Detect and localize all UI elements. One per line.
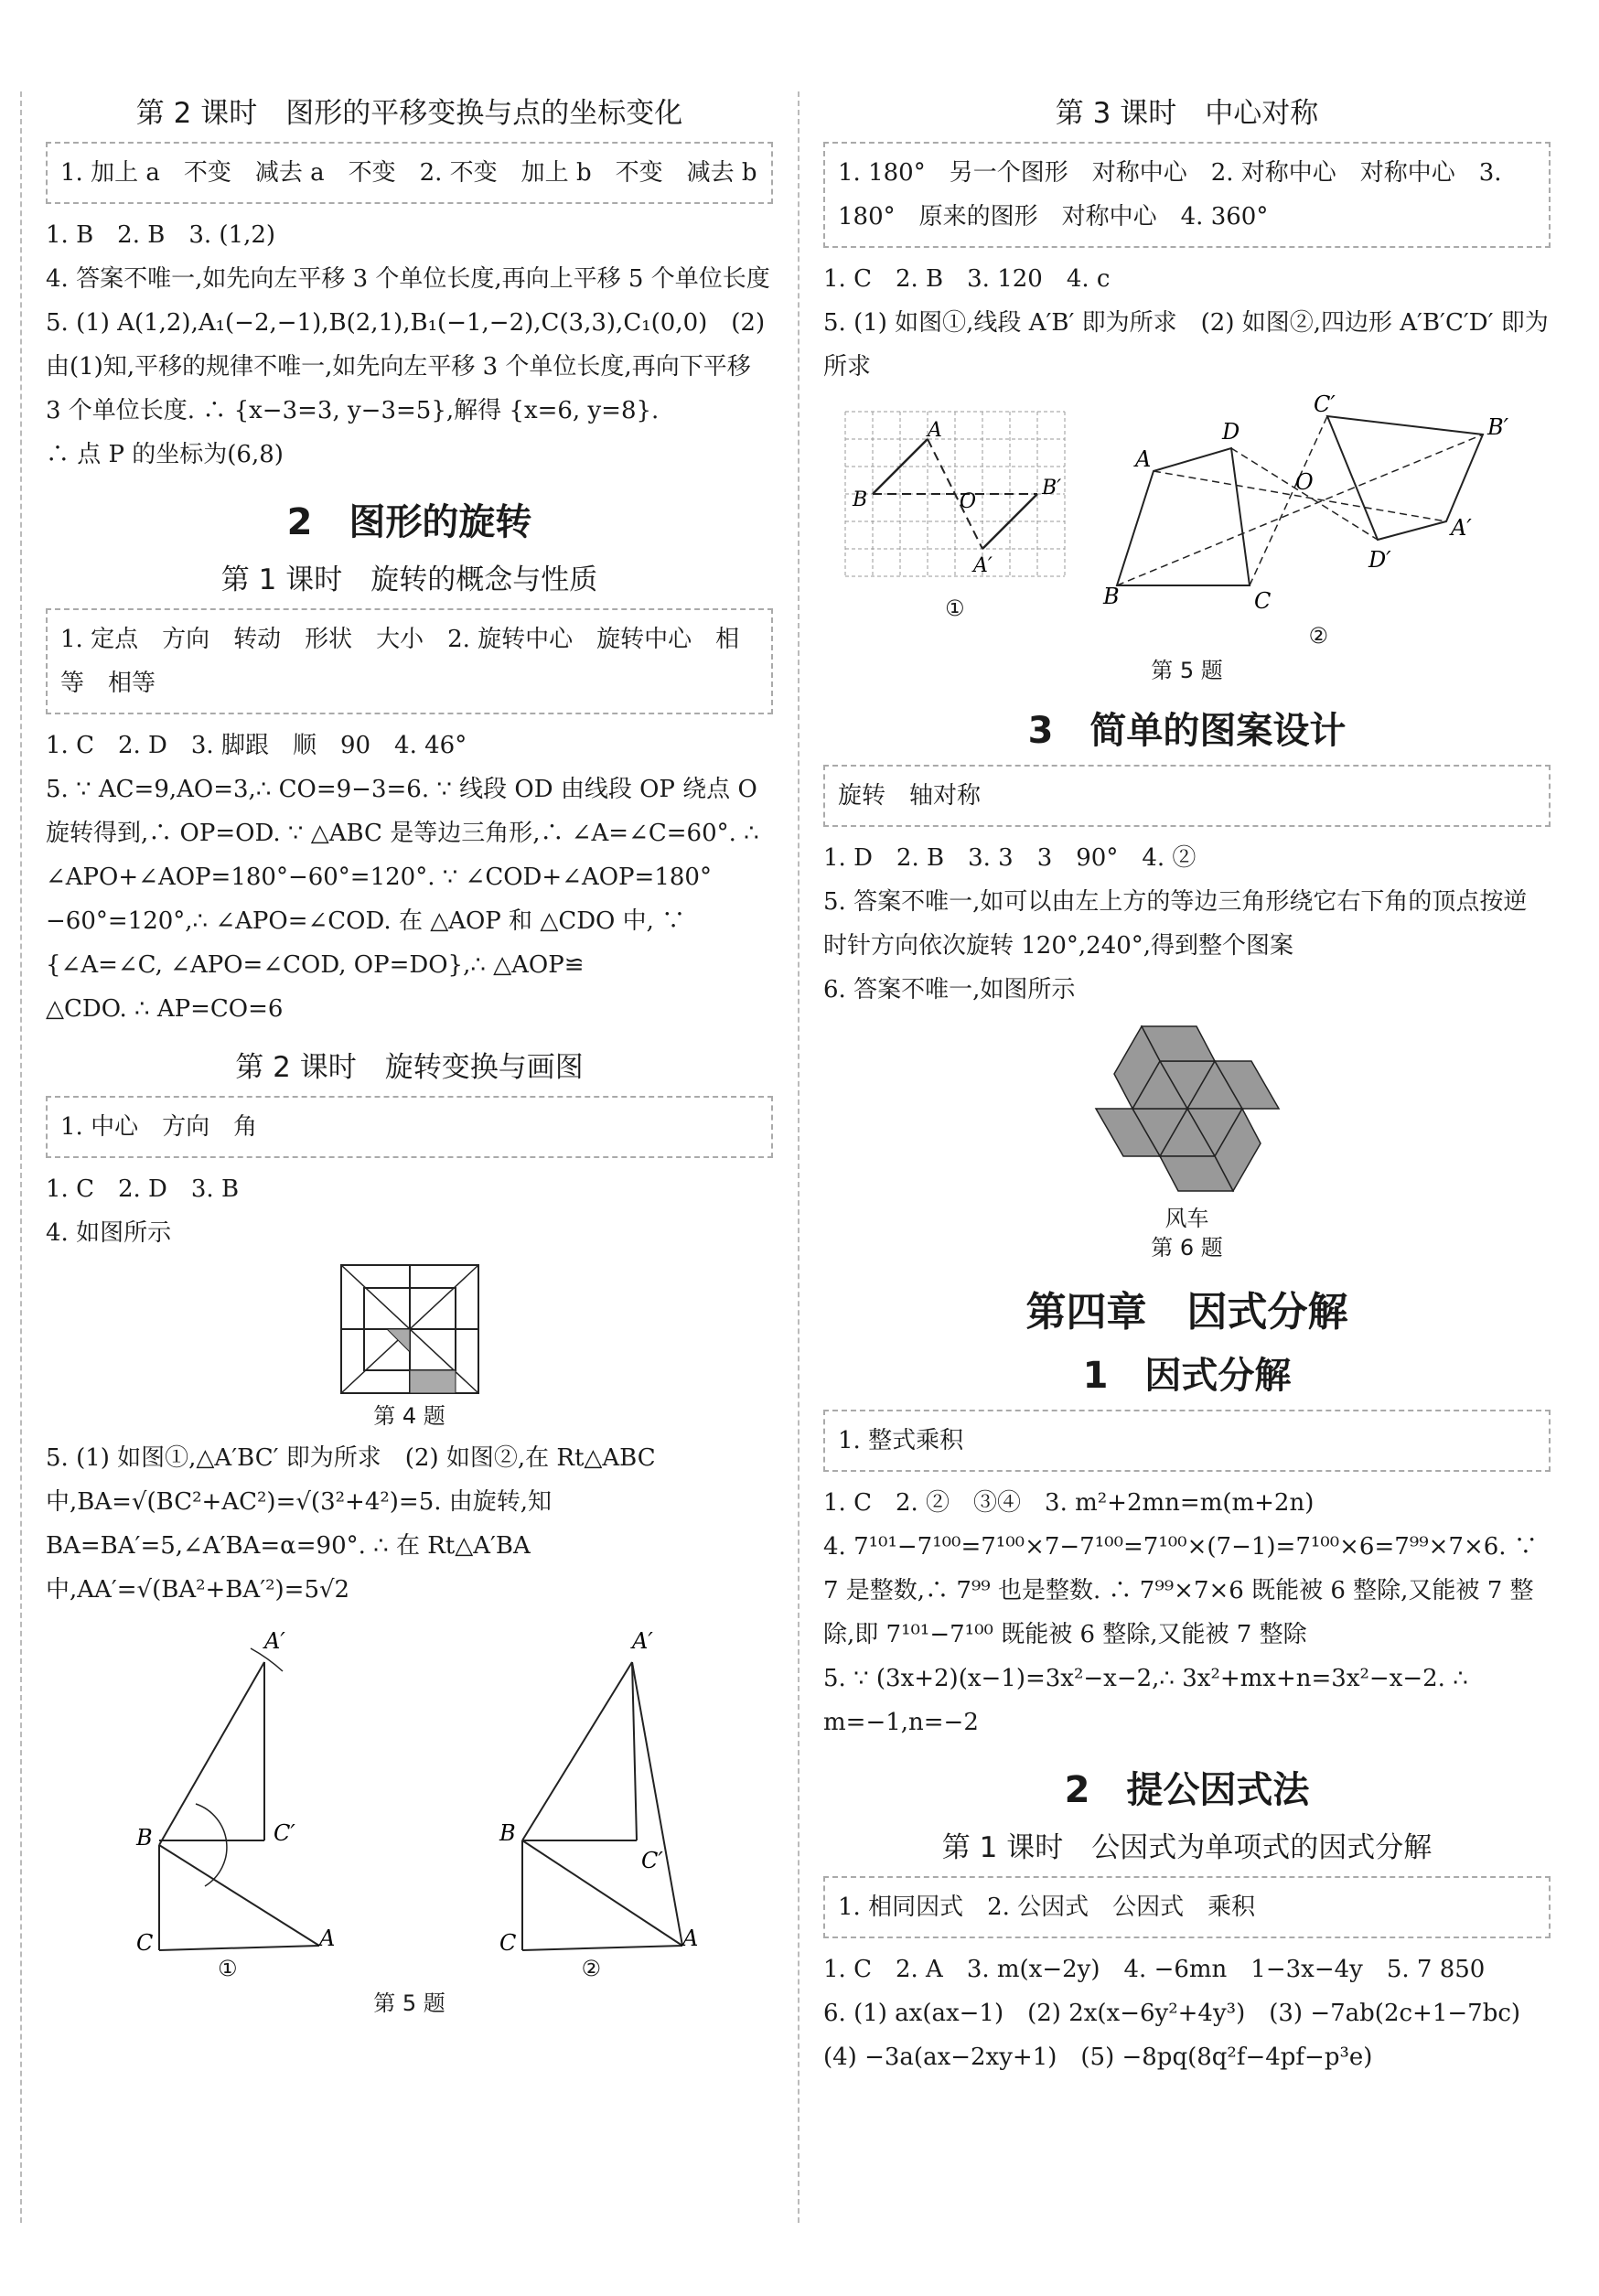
answer-5: 5. 答案不唯一,如可以由左上方的等边三角形绕它右下角的顶点按逆时针方向依次旋转 120°,240°,得到整个图案 (823, 888, 1528, 960)
figure-caption: 第 6 题 (1151, 1235, 1223, 1261)
answer-5: 5. (1) 如图①,线段 A′B′ 即为所求 (2) 如图②,四边形 A′B′C′D′ 即为所求 (823, 309, 1549, 381)
lesson-title: 第 1 课时 公因式为单项式的因式分解 (941, 1831, 1433, 1864)
svg-text:C′: C′ (1314, 392, 1336, 417)
svg-text:B: B (1103, 584, 1120, 609)
lesson-title: 第 3 课时 中心对称 (1055, 97, 1319, 130)
answers-line: 1. C 2. ② ③④ 3. m²+2mn=m(m+2n) (823, 1489, 1315, 1517)
answers-line: 1. C 2. A 3. m(x−2y) 4. −6mn 1−3x−4y 5. 7 850 (823, 1956, 1486, 1983)
svg-text:C: C (499, 1930, 517, 1956)
pinwheel-pattern (1087, 1017, 1288, 1200)
answer-6: 6. (1) ax(ax−1) (2) 2x(x−6y²+4y³) (3) −7ab(2c+1−7bc) (4) −3a(ax−2xy+1) (5) −8pq(8q²f−4pf−p³e) (823, 2000, 1545, 2071)
column-divider (798, 91, 800, 2223)
figure-q5 (46, 1621, 773, 1983)
lesson-title: 第 2 课时 图形的平移变换与点的坐标变化 (135, 97, 683, 130)
answers-line: 1. C 2. B 3. 120 4. c (823, 265, 1111, 293)
answer-5-conclusion: △CDO. ∴ AP=CO=6 (46, 995, 284, 1023)
section-title: 2 图形的旋转 (286, 501, 532, 543)
svg-text:D: D (1222, 419, 1240, 445)
fill-in-box: 1. 180° 另一个图形 对称中心 2. 对称中心 对称中心 3. 180° 原来的图形 对称中心 4. 360° (823, 142, 1551, 248)
svg-text:A′: A′ (263, 1628, 285, 1654)
svg-text:B: B (135, 1825, 153, 1851)
svg-text:O: O (959, 490, 976, 513)
answers-line: 1. B 2. B 3. (1,2) (46, 221, 276, 249)
chapter-title: 第四章 因式分解 (1025, 1289, 1348, 1336)
svg-text:D′: D′ (1368, 547, 1391, 573)
svg-text:A: A (318, 1926, 336, 1951)
figure-label: ② (581, 1956, 601, 1981)
figure-caption: 第 5 题 (1151, 658, 1223, 683)
svg-text:A: A (1135, 446, 1152, 472)
left-margin-line (20, 91, 22, 2223)
figure-label: ① (944, 595, 965, 621)
answers-line: 1. D 2. B 3. 3 3 90° 4. ② (823, 844, 1197, 872)
svg-text:B: B (852, 488, 867, 511)
svg-text:C: C (135, 1930, 154, 1956)
answers-line: 1. C 2. D 3. B (46, 1175, 240, 1203)
svg-text:A: A (682, 1926, 699, 1951)
svg-text:B′: B′ (1041, 477, 1061, 499)
answer-4: 4. 答案不唯一,如先向左平移 3 个单位长度,再向上平移 5 个单位长度 (46, 265, 770, 293)
fill-in-box: 旋转 轴对称 (823, 765, 1551, 827)
right-column (823, 82, 1551, 2079)
answer-4: 4. 7¹⁰¹−7¹⁰⁰=7¹⁰⁰×7−7¹⁰⁰=7¹⁰⁰×(7−1)=7¹⁰⁰×6=7⁹⁹×7×6. ∵ 7 是整数,∴ 7⁹⁹ 也是整数. ∴ 7⁹⁹×7×6 既能被 6 整除,又能被 7 整除,即 7¹⁰¹−7¹⁰⁰ 既能被 6 整除,又能被 7 整除 (823, 1533, 1538, 1648)
answer-6: 6. 答案不唯一,如图所示 (823, 976, 1076, 1003)
quadrilateral-diagram (1099, 392, 1538, 617)
svg-text:C′: C′ (273, 1820, 295, 1846)
answer-4: 4. 如图所示 (46, 1219, 172, 1247)
svg-text:C′: C′ (641, 1848, 664, 1873)
figure-q4 (46, 1261, 773, 1431)
svg-text:A: A (927, 419, 942, 442)
svg-text:B: B (499, 1820, 516, 1846)
square-pattern-diagram (337, 1261, 483, 1398)
svg-text:A′: A′ (972, 554, 993, 577)
lesson-title: 第 2 课时 旋转变换与画图 (235, 1051, 584, 1084)
answers-line: 1. C 2. D 3. 脚跟 顺 90 4. 46° (46, 732, 467, 759)
figure-label: ① (217, 1956, 238, 1981)
rotation-diagram-2 (486, 1621, 699, 1956)
section-title: 2 提公因式法 (1064, 1769, 1310, 1811)
answer-5: 5. (1) 如图①,△A′BC′ 即为所求 (2) 如图②,在 Rt△ABC 中,BA=√(BC²+AC²)=√(3²+4²)=5. 由旋转,知 BA=BA′=5,∠A′BA=α=90°. ∴ 在 Rt△A′BA 中,AA′=√(BA²+BA′²)=5√2 (46, 1444, 656, 1604)
svg-text:O: O (1295, 469, 1314, 495)
fill-in-box: 1. 整式乘积 (823, 1410, 1551, 1472)
figure-central-symmetry (823, 392, 1551, 650)
fill-in-box: 1. 定点 方向 转动 形状 大小 2. 旋转中心 旋转中心 相等 相等 (46, 608, 773, 714)
figure-pinwheel (823, 1017, 1551, 1262)
figure-caption: 第 5 题 (373, 1990, 445, 2016)
figure-label: ② (1308, 623, 1328, 649)
svg-text:A′: A′ (632, 1628, 654, 1654)
svg-text:C: C (1254, 588, 1272, 614)
answer-5: 5. ∵ AC=9,AO=3,∴ CO=9−3=6. ∵ 线段 OD 由线段 OP 绕点 O 旋转得到,∴ OP=OD. ∵ △ABC 是等边三角形,∴ ∠A=∠C=60°. ∴ ∠APO+∠AOP=180°−60°=120°. ∵ ∠COD+∠AOP=180°−60°=120°,∴ ∠APO=∠COD. 在 △AOP 和 △CDO 中, ∵ {∠A=∠C, ∠APO=∠COD, OP=DO},∴ △AOP≌ (46, 776, 759, 979)
answer-5: 5. ∵ (3x+2)(x−1)=3x²−x−2,∴ 3x²+mx+n=3x²−x−2. ∴ m=−1,n=−2 (823, 1665, 1468, 1736)
section-title: 3 简单的图案设计 (1027, 710, 1347, 752)
svg-text:A′: A′ (1451, 515, 1473, 541)
figure-name: 风车 (1164, 1206, 1209, 1231)
section-title: 1 因式分解 (1082, 1355, 1292, 1397)
rotation-diagram-1 (123, 1621, 336, 1956)
figure-caption: 第 4 题 (373, 1403, 445, 1429)
fill-in-box: 1. 相同因式 2. 公因式 公因式 乘积 (823, 1876, 1551, 1938)
answer-5-conclusion: ∴ 点 P 的坐标为(6,8) (46, 441, 284, 468)
grid-diagram (836, 398, 1074, 590)
fill-in-box: 1. 中心 方向 角 (46, 1096, 773, 1158)
fill-in-box: 1. 加上 a 不变 减去 a 不变 2. 不变 加上 b 不变 减去 b (46, 142, 773, 204)
svg-text:B′: B′ (1487, 414, 1509, 440)
lesson-title: 第 1 课时 旋转的概念与性质 (220, 563, 598, 596)
answer-5: 5. (1) A(1,2),A₁(−2,−1),B(2,1),B₁(−1,−2),C(3,3),C₁(0,0) (2) 由(1)知,平移的规律不唯一,如先向左平移 3 个单位长度,再向下平移 3 个单位长度. ∴ {x−3=3, y−3=5},解得 {x=6, y=8}. (46, 309, 766, 424)
left-column (46, 82, 773, 2018)
